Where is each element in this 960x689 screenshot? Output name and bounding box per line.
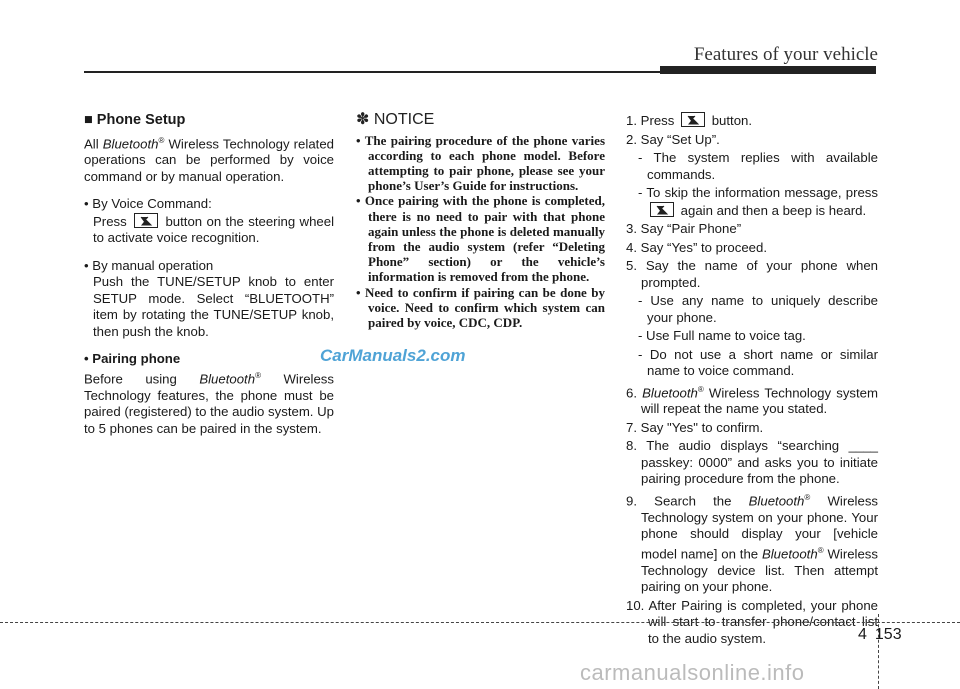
step-4: 4. Say “Yes” to proceed. (626, 239, 767, 255)
step-3: 3. Say “Pair Phone” (626, 221, 742, 236)
phone-setup-column (84, 112, 334, 437)
step-5-sub: - Use Full name to voice tag. (638, 328, 806, 343)
step-2-sub: - The system replies with available commands. (638, 150, 878, 182)
intro-paragraph: All Bluetooth® Wireless Technology related operations can be performed by voice command or by manual operation. (84, 135, 334, 184)
step-9: 9. Search the Bluetooth® Wireless Technology system on your phone. Your phone should display your [vehicle model name] on the Bluetooth® Wireless Technology device list. Then attempt pairing on your phone. (626, 492, 879, 595)
section-title: ■ Phone Setup (84, 112, 186, 128)
pairing-phone-body: Before using Bluetooth® Wireless Technology features, the phone must be paired (registered) to the audio system. Up to 5 phones can be paired in the system. (84, 370, 334, 436)
step-10: 10. After Pairing is completed, your phone will start to transfer phone/contact list to the audio system. (626, 597, 878, 646)
watermark: CarManuals2.com (320, 346, 466, 365)
page-number: 4 153 (858, 626, 902, 643)
header-title: Features of your vehicle (693, 44, 878, 65)
notice-item: • Once pairing with the phone is completed, there is no need to pair with that phone again unless the phone is deleted manually from the audio system (refer “Deleting Phone” section) or the vehicle’s information is removed from the phone. (356, 193, 605, 285)
notice-title: ✽ NOTICE (356, 111, 435, 128)
voice-talk-icon (134, 213, 158, 228)
step-5: 5. Say the name of your phone when prompted. (626, 258, 878, 290)
pairing-phone-heading: • Pairing phone (84, 351, 181, 367)
voice-command-body: Press button on the steering wheel to activate voice recognition. (93, 213, 335, 246)
footer-watermark: carmanualsonline.info (580, 660, 805, 685)
voice-command-heading: • By Voice Command: (84, 196, 212, 212)
manual-operation-heading: • By manual operation (84, 257, 214, 273)
notice-item: • The pairing procedure of the phone varies according to each phone model. Before attempting to pair phone, please see your phone’s User’s Guide for instructions. (356, 132, 605, 194)
footer-rule (0, 622, 960, 623)
step-1: 1. Press button. (626, 113, 753, 128)
step-7: 7. Say "Yes" to confirm. (626, 419, 764, 435)
voice-talk-icon (650, 202, 674, 217)
header-rule-accent (660, 66, 876, 74)
voice-talk-icon (681, 112, 705, 127)
step-5-sub: - Use any name to uniquely describe your phone. (638, 293, 878, 325)
notice-item: • Need to confirm if pairing can be done by voice. Need to confirm which system can paired by voice, CDC, CDP. (356, 284, 605, 330)
step-2: 2. Say “Set Up”. (626, 131, 720, 147)
manual-operation-body: Push the TUNE/SETUP knob to enter SETUP mode. Select “BLUETOOTH” item by rotating the TUNE/SETUP knob, then push the knob. (93, 274, 334, 339)
notice-column (356, 112, 605, 330)
step-6: 6. Bluetooth® Wireless Technology system will repeat the name you stated. (626, 384, 878, 417)
step-2-sub: - To skip the information message, press again and then a beep is heard. (638, 185, 878, 218)
step-5-sub: - Do not use a short name or similar name to voice command. (638, 346, 878, 378)
pairing-steps-column (626, 112, 878, 647)
step-8: 8. The audio displays “searching ____ passkey: 0000” and asks you to initiate pairing procedure from the phone. (626, 438, 878, 487)
